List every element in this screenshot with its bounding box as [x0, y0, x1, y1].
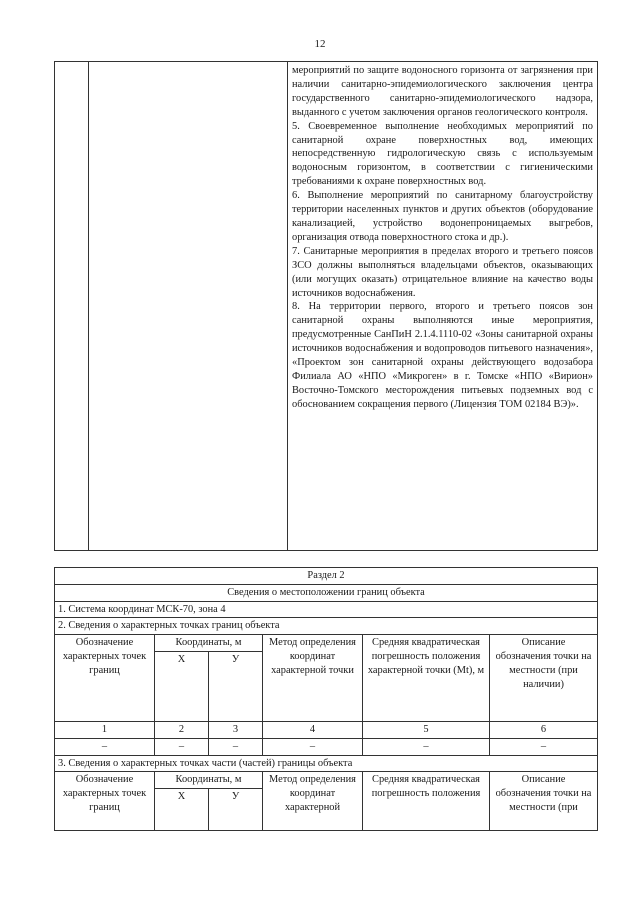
dash-cell: – [490, 738, 598, 755]
header-accuracy: Средняя квадратическая погрешность положения характерной точки (Mt), м [363, 635, 490, 722]
paragraph: 7. Санитарные мероприятия в пределах второго и третьего поясов ЗСО должны выполняться владельцами объектов, оказывающих (или могущих оказать) отрицательное влияние на качество воды источников водоснабжения. [292, 245, 593, 299]
dash-cell: – [55, 738, 155, 755]
empty-cell-name [89, 62, 288, 551]
header-x: X [155, 789, 209, 831]
column-number: 1 [55, 721, 155, 738]
coordinate-system: 1. Система координат МСК-70, зона 4 [55, 601, 598, 618]
section-title: Раздел 2 [55, 568, 598, 585]
header-point-designation: Обозначение характерных точек границ [55, 772, 155, 831]
paragraph: 5. Своевременное выполнение необходимых мероприятий по санитарной охране поверхностных вод, имеющих непосредственную гидрологическую связь с используемым водоносным горизонтом, в соответствии с гигиеническими требованиями к охране поверхностных вод. [292, 120, 593, 188]
header-y: У [209, 789, 263, 831]
header-description: Описание обозначения точки на местности (при наличии) [490, 635, 598, 722]
empty-cell-number [55, 62, 89, 551]
column-number: 2 [155, 721, 209, 738]
paragraph: 8. На территории первого, второго и третьего поясов зон санитарной охраны выполняются иные мероприятия, предусмотренные СанПиН 2.1.4.1110-02 «Зоны санитарной охраны источников водоснабжения и водопроводов питьевого назначения», «Проектом зон санитарной охраны действующего водозабора Филиала АО «НПО «Микроген» в г. Томске «НПО «Вирион» Восточно-Томского месторождения питьевых подземных вод с обоснованием сокращения первого (Лицензия ТОМ 02184 ВЭ)». [292, 301, 593, 410]
paragraph: мероприятий по защите водоносного горизонта от загрязнения при наличии санитарно-эпидемиологического заключения центра государственного санитарно-эпидемиологического надзора, выданного с учетом заключения органов геологического контроля. [292, 65, 593, 118]
header-accuracy: Средняя квадратическая погрешность положения [363, 772, 490, 831]
dash-cell: – [263, 738, 363, 755]
header-y: У [209, 651, 263, 721]
header-coordinates: Координаты, м [155, 772, 263, 789]
page-number: 12 [314, 38, 326, 50]
continuation-table [54, 61, 598, 551]
dash-cell: – [155, 738, 209, 755]
paragraph: 6. Выполнение мероприятий по санитарному благоустройству территории населенных пунктов и других объектов (оборудование канализацией, устройство водонепроницаемых выгребов, организация отвода поверхностного стока и др.). [292, 190, 593, 243]
column-number: 6 [490, 721, 598, 738]
header-method: Метод определения координат характерной точки [263, 635, 363, 722]
column-number: 5 [363, 721, 490, 738]
item-partial-boundary-points: 3. Сведения о характерных точках части (частей) границы объекта [55, 755, 598, 772]
header-method: Метод определения координат характерной [263, 772, 363, 831]
item-boundary-points: 2. Сведения о характерных точках границ объекта [55, 618, 598, 635]
header-point-designation: Обозначение характерных точек границ [55, 635, 155, 722]
section-subtitle: Сведения о местоположении границ объекта [55, 584, 598, 601]
header-description: Описание обозначения точки на местности (при [490, 772, 598, 831]
header-coordinates: Координаты, м [155, 635, 263, 652]
header-x: X [155, 651, 209, 721]
section2-table [54, 567, 598, 831]
measures-text-cell [288, 62, 598, 551]
dash-cell: – [363, 738, 490, 755]
dash-cell: – [209, 738, 263, 755]
column-number: 3 [209, 721, 263, 738]
column-number: 4 [263, 721, 363, 738]
